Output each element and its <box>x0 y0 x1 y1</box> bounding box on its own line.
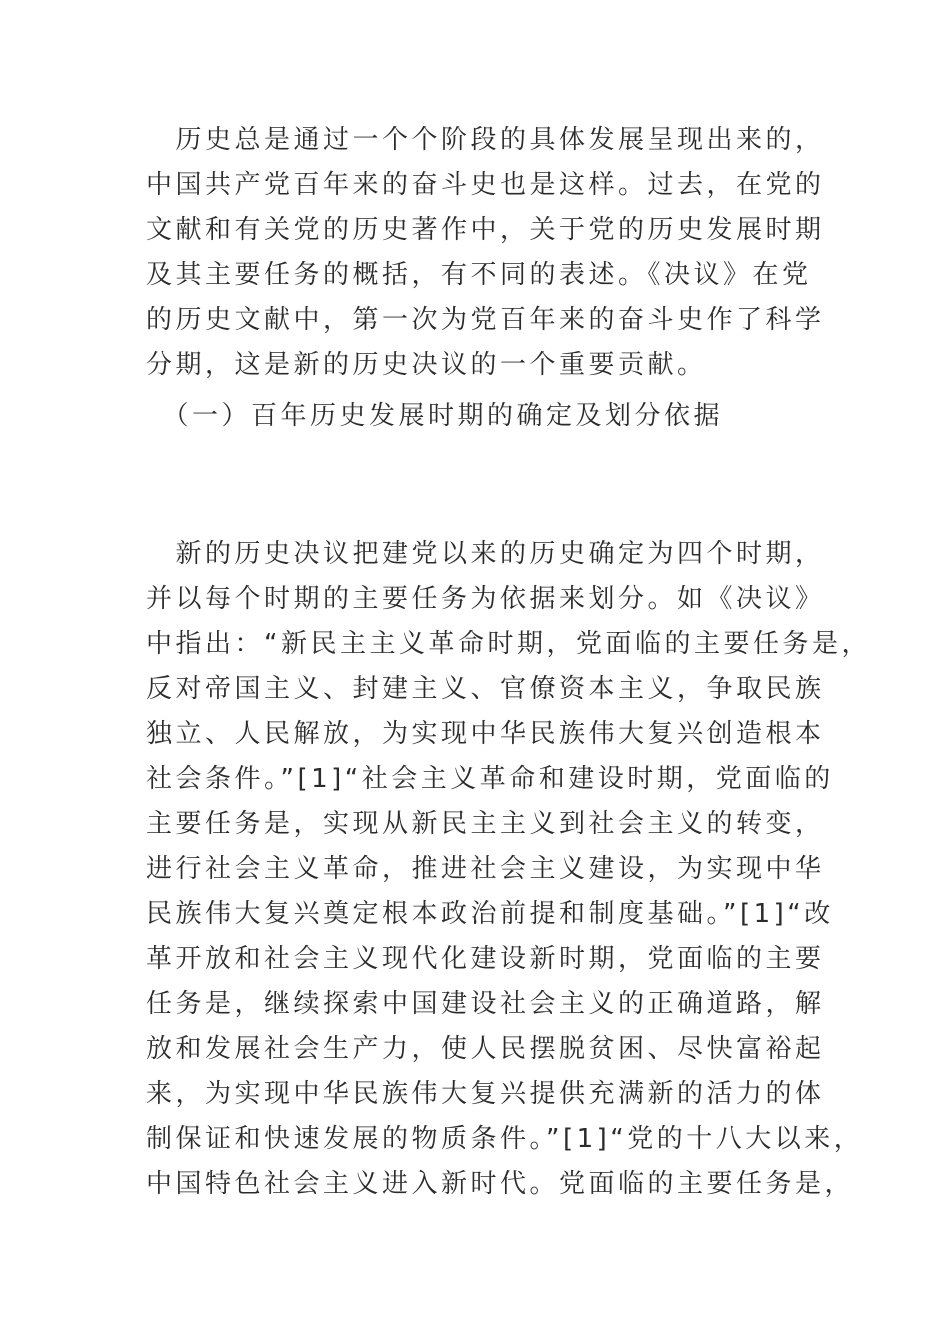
text-line: 分期，这是新的历史决议的一个重要贡献。 <box>146 350 707 380</box>
text-line: 进行社会主义革命，推进社会主义建设，为实现中华 <box>146 854 825 884</box>
text-line: 新的历史决议把建党以来的历史确定为四个时期， <box>146 539 825 569</box>
text-line: 革开放和社会主义现代化建设新时期，党面临的主要 <box>146 944 825 974</box>
text-line: 放和发展社会生产力，使人民摆脱贫困、尽快富裕起 <box>146 1034 825 1064</box>
text-line: 的历史文献中，第一次为党百年来的奋斗史作了科学 <box>146 305 825 335</box>
text-line: 中国共产党百年来的奋斗史也是这样。过去，在党的 <box>146 170 825 200</box>
text-line: 并以每个时期的主要任务为依据来划分。如《决议》 <box>146 584 825 614</box>
section-heading <box>146 394 810 439</box>
text-line: 文献和有关党的历史著作中，关于党的历史发展时期 <box>146 215 825 245</box>
paragraph-intro <box>146 118 825 388</box>
text-line: 独立、人民解放，为实现中华民族伟大复兴创造根本 <box>146 719 825 749</box>
text-line: 社会条件。”[1]“社会主义革命和建设时期，党面临的 <box>146 764 834 794</box>
text-line: 历史总是通过一个个阶段的具体发展呈现出来的， <box>146 125 825 155</box>
text-line: 及其主要任务的概括，有不同的表述。《决议》在党 <box>146 260 812 290</box>
paragraph-periods <box>146 532 871 1207</box>
text-line: 主要任务是，实现从新民主主义到社会主义的转变， <box>146 809 825 839</box>
heading-text: （一）百年历史发展时期的确定及划分依据 <box>146 401 724 431</box>
text-line: 来，为实现中华民族伟大复兴提供充满新的活力的体 <box>146 1079 825 1109</box>
text-line: 民族伟大复兴奠定根本政治前提和制度基础。”[1]“改 <box>146 899 834 929</box>
text-line: 任务是，继续探索中国建设社会主义的正确道路，解 <box>146 989 825 1019</box>
text-line: 制保证和快速发展的物质条件。”[1]“党的十八大以来， <box>146 1124 864 1154</box>
text-line: 中指出：“新民主主义革命时期，党面临的主要任务是， <box>146 629 871 659</box>
text-line: 中国特色社会主义进入新时代。党面临的主要任务是， <box>146 1169 855 1199</box>
text-line: 反对帝国主义、封建主义、官僚资本主义，争取民族 <box>146 674 825 704</box>
